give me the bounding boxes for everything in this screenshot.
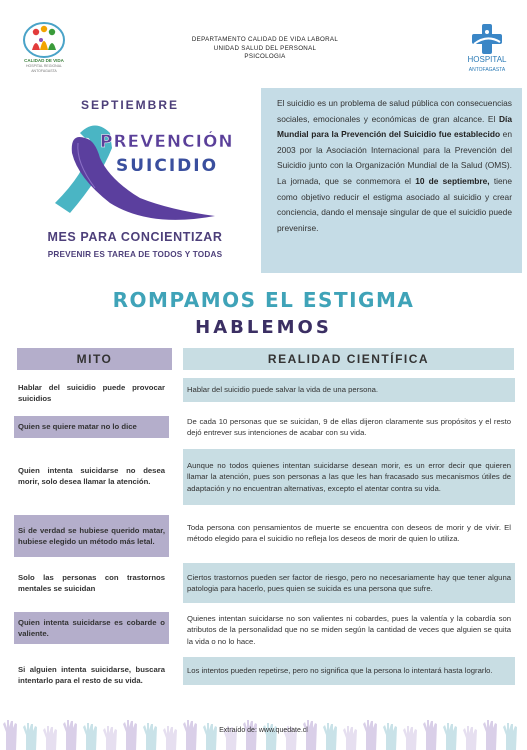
realidad-row-2: De cada 10 personas que se suicidan, 9 de ellas dijeron claramente sus propósitos y el resto dejó entrever sus intenciones de acabar con su vida. — [187, 416, 511, 437]
hospital-city: ANTOFAGASTA — [468, 67, 506, 73]
mito-column-header: MITO — [17, 348, 172, 370]
dept-line-3: PSICOLOGIA — [244, 53, 286, 60]
mito-row-2: Quien se quiere matar no lo dice — [14, 416, 169, 438]
intro-text-2: en 2003 por la Asociación Internacional para la Prevención del Suicidio junto con la Organización Mundial de la Salud (OMS). La jornada, que se conmemora el — [277, 129, 512, 186]
hand-icon — [123, 720, 137, 750]
hospital-name: HOSPITAL — [467, 55, 507, 64]
left-logo-text: CALIDAD DE VIDA — [24, 58, 64, 63]
intro-bold-1: Día Mundial para la Prevención del Suicidio fue establecido — [277, 113, 512, 140]
campaign-title: MES PARA CONCIENTIZAR — [47, 230, 223, 244]
source-footer: Extraído de: www.quedate.cl — [219, 727, 308, 734]
dept-line-1: DEPARTAMENTO CALIDAD DE VIDA LABORAL — [191, 36, 339, 43]
department-block — [140, 36, 390, 62]
realidad-row-7: Los intentos pueden repetirse, pero no significa que la persona lo intentará hasta lograrlo. — [183, 657, 515, 685]
month-label: SEPTIEMBRE — [80, 98, 179, 112]
suicidio-word: SUICIDIO — [116, 156, 219, 176]
page-header — [0, 0, 527, 80]
prevencion-word: PREVENCIÓN — [100, 132, 234, 152]
mito-row-4: Si de verdad se hubiese querido matar, hubiese elegido un método más letal. — [14, 515, 169, 557]
dept-line-2: UNIDAD SALUD DEL PERSONAL — [213, 44, 317, 52]
intro-paragraph — [261, 88, 522, 273]
mito-row-1: Hablar del suicidio puede provocar suicidios — [18, 382, 165, 403]
sub-title: HABLEMOS — [195, 317, 332, 338]
hand-icon — [3, 720, 17, 750]
mito-row-5: Solo las personas con trastornos mentales se suicidan — [18, 572, 165, 593]
hand-icon — [423, 720, 437, 750]
realidad-row-1: Hablar del suicidio puede salvar la vida de una persona. — [183, 378, 515, 402]
campaign-tagline: PREVENIR ES TAREA DE TODOS Y TODAS — [47, 250, 223, 259]
hand-icon — [363, 720, 377, 750]
mito-row-3: Quien intenta suicidarse no desea morir, solo desea llamar la atención. — [18, 465, 165, 486]
mito-row-6: Quien intenta suicidarse es cobarde o valiente. — [14, 612, 169, 644]
realidad-row-6: Quienes intentan suicidarse no son valientes ni cobardes, pues la valentía y la cobardía son atributos de la personalidad que no se miden según la cantidad de veces que alguien se quita la vida o no lo hace. — [187, 613, 511, 646]
hand-icon — [483, 720, 497, 750]
left-logo-subtext: HOSPITAL REGIONAL ANTOFAGASTA — [26, 64, 62, 73]
realidad-row-5: Ciertos trastornos pueden ser factor de riesgo, pero no necesariamente hay que tener alguna patologia para hacerlo, pues quien se suicida es una persona que sufre. — [183, 563, 515, 603]
intro-text-3: tiene como objetivo reducir el estigma asociado al suicidio y crear conciencia, dando el mensaje singular de que el suicidio puede prevenirse. — [277, 175, 512, 233]
intro-bold-2: 10 de septiembre, — [415, 175, 490, 186]
hand-icon — [243, 720, 257, 750]
intro-text-1: El suicidio es un problema de salud pública con consecuencias sociales, emocionales y económicas de gran alcance. El — [277, 98, 512, 124]
realidad-column-header: REALIDAD CIENTÍFICA — [183, 348, 514, 370]
realidad-row-4: Toda persona con pensamientos de muerte se encuentra con deseos de morir y de vivir. El método elegido para el suicidio no refleja los deseos de morir de quien lo utiliza. — [187, 522, 511, 543]
hand-icon — [303, 720, 317, 750]
main-title: ROMPAMOS EL ESTIGMA — [112, 288, 415, 312]
realidad-row-3: Aunque no todos quienes intentan suicidarse desean morir, es un error decir que quieren llamar la atención, pues son personas a las que les han fracasado sus mecanismos útiles de adaptación y no encuentran alternativas, excepto el atentar contra su vida. — [183, 449, 515, 505]
calidad-de-vida-logo — [20, 20, 68, 72]
mito-row-7: Si alguien intenta suicidarse, buscara intentarlo para el resto de su vida. — [18, 664, 165, 685]
hand-icon — [183, 720, 197, 750]
campaign-banner — [30, 90, 240, 270]
hand-icon — [63, 720, 77, 750]
hospital-logo — [462, 22, 512, 78]
